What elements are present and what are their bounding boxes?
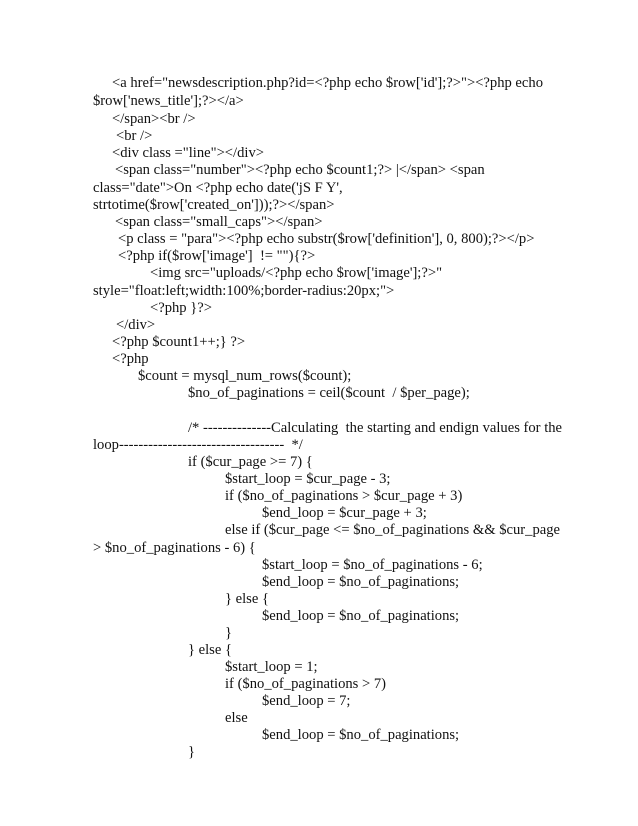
code-line-38: $end_loop = $no_of_paginations;: [262, 727, 460, 743]
code-line-33: } else {: [188, 642, 232, 658]
code-line-13: style="float:left;width:100%;border-radius:20px;">: [93, 283, 395, 299]
code-line-24: if ($no_of_paginations > $cur_page + 3): [225, 488, 463, 504]
code-line-9: <span class="small_caps"></span>: [115, 214, 323, 230]
code-line-36: $end_loop = 7;: [262, 693, 351, 709]
code-line-8: strtotime($row['created_on']));?></span>: [93, 197, 335, 213]
code-line-35: if ($no_of_paginations > 7): [225, 676, 387, 692]
code-line-31: $end_loop = $no_of_paginations;: [262, 608, 460, 624]
code-line-7: class="date">On <?php echo date('jS F Y',: [93, 180, 343, 196]
code-line-2: $row['news_title'];?></a>: [93, 93, 244, 109]
code-line-34: $start_loop = 1;: [225, 659, 318, 675]
code-line-5: <div class ="line"></div>: [112, 145, 264, 161]
code-line-26: else if ($cur_page <= $no_of_paginations && $cur_page: [225, 522, 560, 538]
code-line-21: loop---------------------------------- */: [93, 437, 303, 453]
code-line-18: $count = mysql_num_rows($count);: [138, 368, 352, 384]
code-line-32: }: [225, 625, 233, 641]
code-line-23: $start_loop = $cur_page - 3;: [225, 471, 391, 487]
code-line-1: <a href="newsdescription.php?id=<?php echo $row['id'];?>"><?php echo: [112, 75, 543, 91]
code-line-39: }: [188, 744, 196, 760]
code-line-27: > $no_of_paginations - 6) {: [93, 540, 256, 556]
code-line-16: <?php $count1++;} ?>: [112, 334, 246, 350]
code-line-12: <img src="uploads/<?php echo $row['image'];?>": [150, 265, 443, 281]
code-line-15: </div>: [116, 317, 156, 333]
code-line-14: <?php }?>: [150, 300, 212, 316]
code-line-10: <p class = "para"><?php echo substr($row['definition'], 0, 800);?></p>: [118, 231, 535, 247]
code-line-4: <br />: [116, 128, 153, 144]
code-line-22: if ($cur_page >= 7) {: [188, 454, 313, 470]
code-line-19: $no_of_paginations = ceil($count / $per_page);: [188, 385, 470, 401]
code-line-29: $end_loop = $no_of_paginations;: [262, 574, 460, 590]
code-line-20: /* --------------Calculating the starting and endign values for the: [188, 420, 563, 436]
code-line-3: </span><br />: [112, 111, 196, 127]
code-line-11: <?php if($row['image'] != ""){?>: [118, 248, 316, 264]
code-line-30: } else {: [225, 591, 269, 607]
code-line-37: else: [225, 710, 248, 726]
code-line-6: <span class="number"><?php echo $count1;?> |</span> <span: [115, 162, 485, 178]
code-line-17: <?php: [112, 351, 149, 367]
code-line-28: $start_loop = $no_of_paginations - 6;: [262, 557, 483, 573]
code-line-25: $end_loop = $cur_page + 3;: [262, 505, 427, 521]
